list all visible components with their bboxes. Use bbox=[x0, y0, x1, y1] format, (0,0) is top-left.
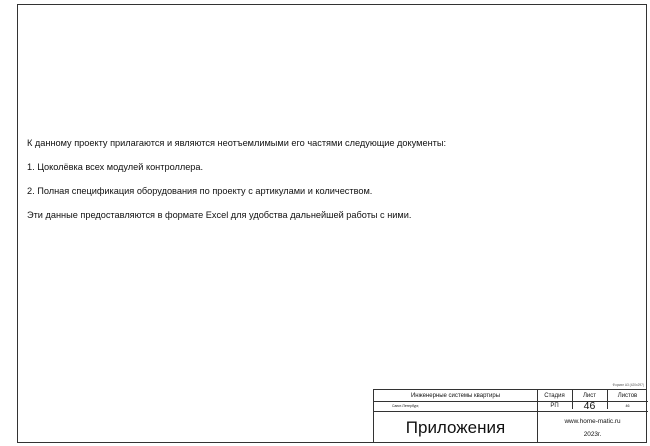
stage-label: Стадия bbox=[544, 392, 565, 399]
sheet-label: Лист bbox=[582, 392, 597, 399]
list-item: 2. Полная спецификация оборудования по проекту с артикулами и количеством. bbox=[27, 186, 373, 196]
intro-text: К данному проекту прилагаются и являются неотъемлимыми его частями следующие документы: bbox=[27, 138, 447, 148]
note-text: Эти данные предоставляются в формате Excel для удобства дальнейшей работы с ними. bbox=[27, 210, 412, 220]
sheets-label: Листов bbox=[617, 392, 638, 399]
list-item: 1. Цоколёвка всех модулей контроллера. bbox=[27, 162, 204, 172]
sheet-number: 46 bbox=[583, 400, 596, 412]
sheet-title: Приложения bbox=[405, 417, 506, 437]
system-name: Инженерные системы квартиры bbox=[410, 392, 501, 399]
city-address: Санкт-Петербург, bbox=[392, 404, 420, 408]
document-body bbox=[27, 137, 627, 221]
title-block bbox=[373, 389, 647, 443]
sheets-total: 46 bbox=[625, 404, 630, 408]
year: 2023г. bbox=[583, 430, 602, 438]
format-note: Формат А3 (420х297) bbox=[612, 383, 644, 387]
website: www.home-matic.ru bbox=[564, 417, 621, 425]
sheet-frame bbox=[17, 4, 647, 443]
stage-value: РП bbox=[550, 403, 559, 409]
